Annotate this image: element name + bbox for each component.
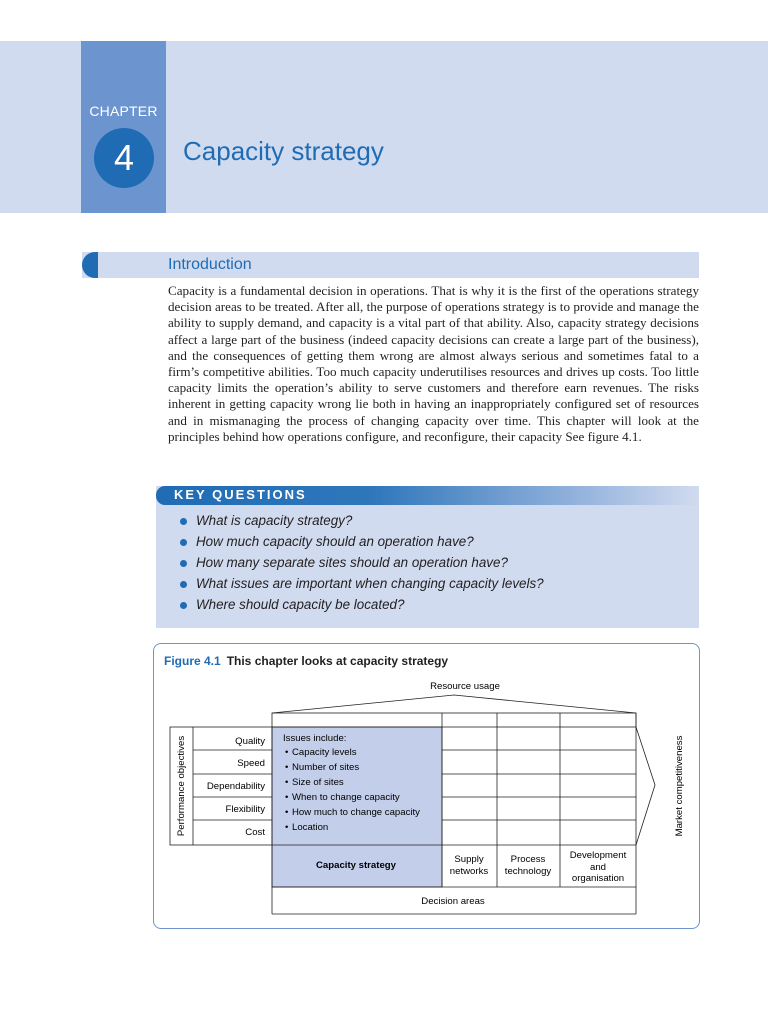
market-arrow (636, 727, 655, 845)
objective-quality: Quality (235, 736, 265, 747)
development-line1: Development (569, 850, 627, 861)
resource-usage-label: Resource usage (430, 681, 500, 692)
performance-objectives-label: Performance objectives (176, 735, 187, 837)
chapter-title: Capacity strategy (183, 136, 384, 166)
key-question-text: How many separate sites should an operation have? (196, 555, 508, 570)
issue-item: Size of sites (292, 777, 344, 788)
issue-item: Location (292, 822, 329, 833)
key-question-text: What is capacity strategy? (196, 513, 353, 528)
issue-bullet-icon: • (285, 807, 289, 818)
introduction-text: Capacity is a fundamental decision in operations. That is why it is the first of the operations strategy decision areas to be treated. After all, the purpose of operations strategy is to provide and manage the ability to supply demand, and capacity is a vital part of that ability. Also, capacity strategy decisions affect a large part of the business (indeed capacity decisions can create a large part of the business), and the consequences of getting them wrong are almost always serious and sometimes fatal to a firm’s competitive abilities. Too much capacity underutilises resources and drives up costs. Too little capacity limits the operation’s ability to serve customers and therefore earn revenues. The risks inherent in getting capacity wrong lie both in having an inappropriately configured set of resources and in mismanaging the process of changing capacity over time. This chapter will look at the principles behind how operations configure, and reconfigure, their capacity See figure 4.1. (168, 283, 699, 444)
diagram-roof (272, 695, 636, 713)
development-line2: and (589, 862, 607, 873)
chapter-label: CHAPTER (89, 103, 158, 119)
chapter-number: 4 (94, 128, 154, 188)
key-questions-title: KEY QUESTIONS (174, 487, 307, 502)
objective-dependability: Dependability (206, 781, 265, 792)
issue-bullet-icon: • (285, 777, 289, 788)
issue-bullet-icon: • (285, 747, 289, 758)
decision-areas-label: Decision areas (421, 896, 485, 907)
key-question-text: How much capacity should an operation have? (196, 534, 474, 549)
objective-speed: Speed (237, 758, 265, 769)
development-line3: organisation (571, 873, 625, 884)
supply-networks-line1: Supply (454, 854, 484, 865)
issue-bullet-icon: • (285, 822, 289, 833)
key-question-text: Where should capacity be located? (196, 597, 405, 612)
issue-bullet-icon: • (285, 792, 289, 803)
process-technology-line1: Process (510, 854, 546, 865)
process-technology-line2: technology (504, 866, 552, 877)
market-competitiveness-label: Market competitiveness (674, 735, 685, 837)
capacity-strategy-label: Capacity strategy (316, 860, 396, 871)
objective-cost: Cost (245, 827, 265, 838)
figure-number: Figure 4.1 (164, 654, 221, 668)
introduction-heading: Introduction (168, 256, 252, 273)
issue-item: How much to change capacity (292, 807, 420, 818)
issue-item: When to change capacity (292, 792, 400, 803)
top-row (272, 713, 636, 727)
supply-networks-line2: networks (449, 866, 489, 877)
issue-item: Number of sites (292, 762, 360, 773)
objective-flexibility: Flexibility (225, 804, 265, 815)
issue-item: Capacity levels (292, 747, 357, 758)
issues-heading: Issues include: (283, 733, 347, 744)
figure-caption-text: This chapter looks at capacity strategy (226, 654, 449, 668)
issue-bullet-icon: • (285, 762, 289, 773)
key-question-text: What issues are important when changing capacity levels? (196, 576, 544, 591)
